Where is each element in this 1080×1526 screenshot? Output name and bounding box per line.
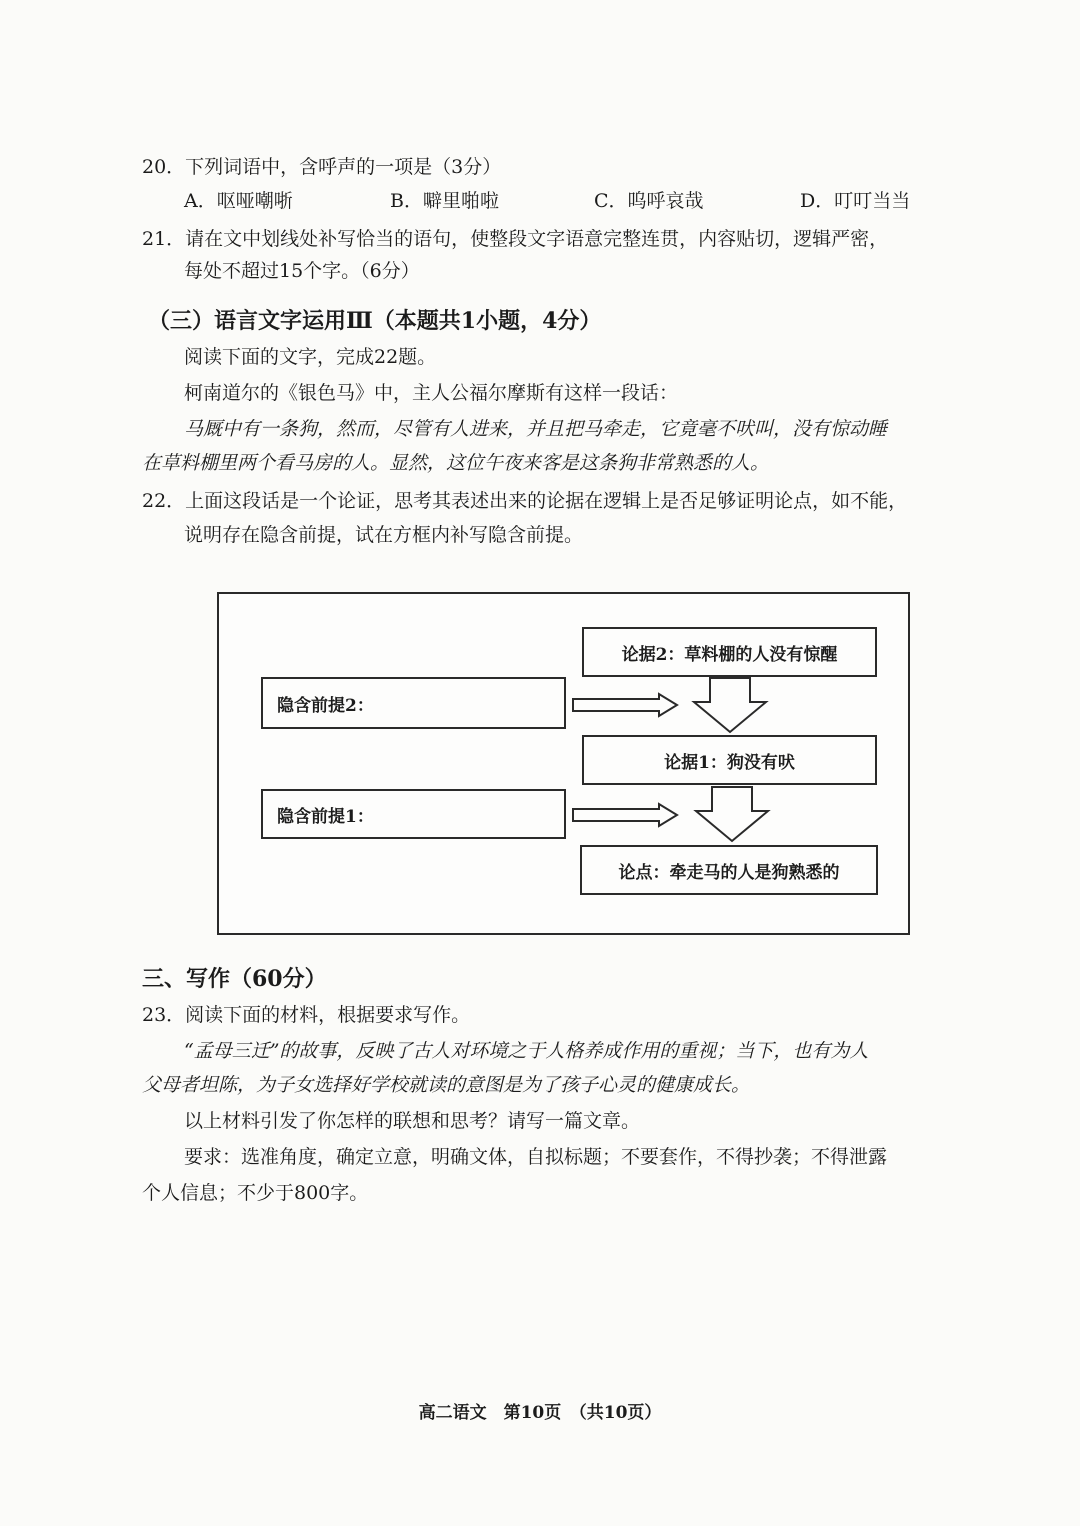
q20-stem: 20．下列词语中，含呼声的一项是（3分） [142,156,502,178]
reading-quote-line1: 马厩中有一条狗，然而，尽管有人进来，并且把马牵走，它竟毫不吠叫，没有惊动睡 [184,418,888,440]
writing-requirements-line2: 个人信息；不少于800字。 [142,1182,369,1204]
writing-material-line2: 父母者坦陈，为子女选择好学校就读的意图是为了孩子心灵的健康成长。 [142,1074,751,1096]
q21-line2: 每处不超过15个字。（6分） [184,260,420,282]
q23-stem: 23．阅读下面的材料，根据要求写作。 [142,1004,471,1026]
thesis-text: 论点：牵走马的人是狗熟悉的 [618,862,840,883]
down-arrow-icon [692,787,772,843]
evidence-2-box [582,627,877,677]
q20-option-a: A．呕哑嘲哳 [184,190,293,212]
reading-intro: 阅读下面的文字，完成22题。 [184,346,437,368]
q22-line1: 22．上面这段话是一个论证，思考其表述出来的论据在逻辑上是否足够证明论点，如不能， [142,490,908,512]
q21-line1: 21．请在文中划线处补写恰当的语句，使整段文字语意完整连贯，内容贴切，逻辑严密， [142,228,889,250]
evidence-1-box [582,735,877,785]
premise-1-box[interactable] [261,789,566,839]
page-footer: 高二语文 第10页 （共10页） [418,1403,662,1423]
reading-quote-line2: 在草料棚里两个看马房的人。显然，这位午夜来客是这条狗非常熟悉的人。 [142,452,770,474]
writing-material-line1: “孟母三迁”的故事，反映了古人对环境之于人格养成作用的重视；当下，也有为人 [184,1040,869,1062]
section3-title: （三）语言文字运用Ⅲ（本题共1小题，4分） [148,308,602,334]
premise-1-label: 隐含前提1： [277,806,374,827]
thesis-box [580,845,878,895]
right-arrow-icon [573,804,683,828]
q20-option-d: D．叮叮当当 [800,190,911,212]
premise-2-label: 隐含前提2： [277,695,374,716]
q20-option-b: B．噼里啪啦 [390,190,499,212]
writing-prompt: 以上材料引发了你怎样的联想和思考？请写一篇文章。 [184,1110,641,1132]
evidence-1-text: 论据1：狗没有吠 [664,752,795,773]
q20-option-c: C．呜呼哀哉 [594,190,704,212]
q22-line2: 说明存在隐含前提，试在方框内补写隐含前提。 [184,524,584,546]
writing-requirements-line1: 要求：选准角度，确定立意，明确文体，自拟标题；不要套作，不得抄袭；不得泄露 [184,1146,888,1168]
reading-lead: 柯南道尔的《银色马》中，主人公福尔摩斯有这样一段话： [184,382,679,404]
evidence-2-text: 论据2：草料棚的人没有惊醒 [621,644,838,665]
writing-title: 三、写作（60分） [142,966,327,992]
argument-diagram [217,592,910,935]
right-arrow-icon [573,694,683,718]
premise-2-box[interactable] [261,677,566,729]
down-arrow-icon [690,678,770,734]
